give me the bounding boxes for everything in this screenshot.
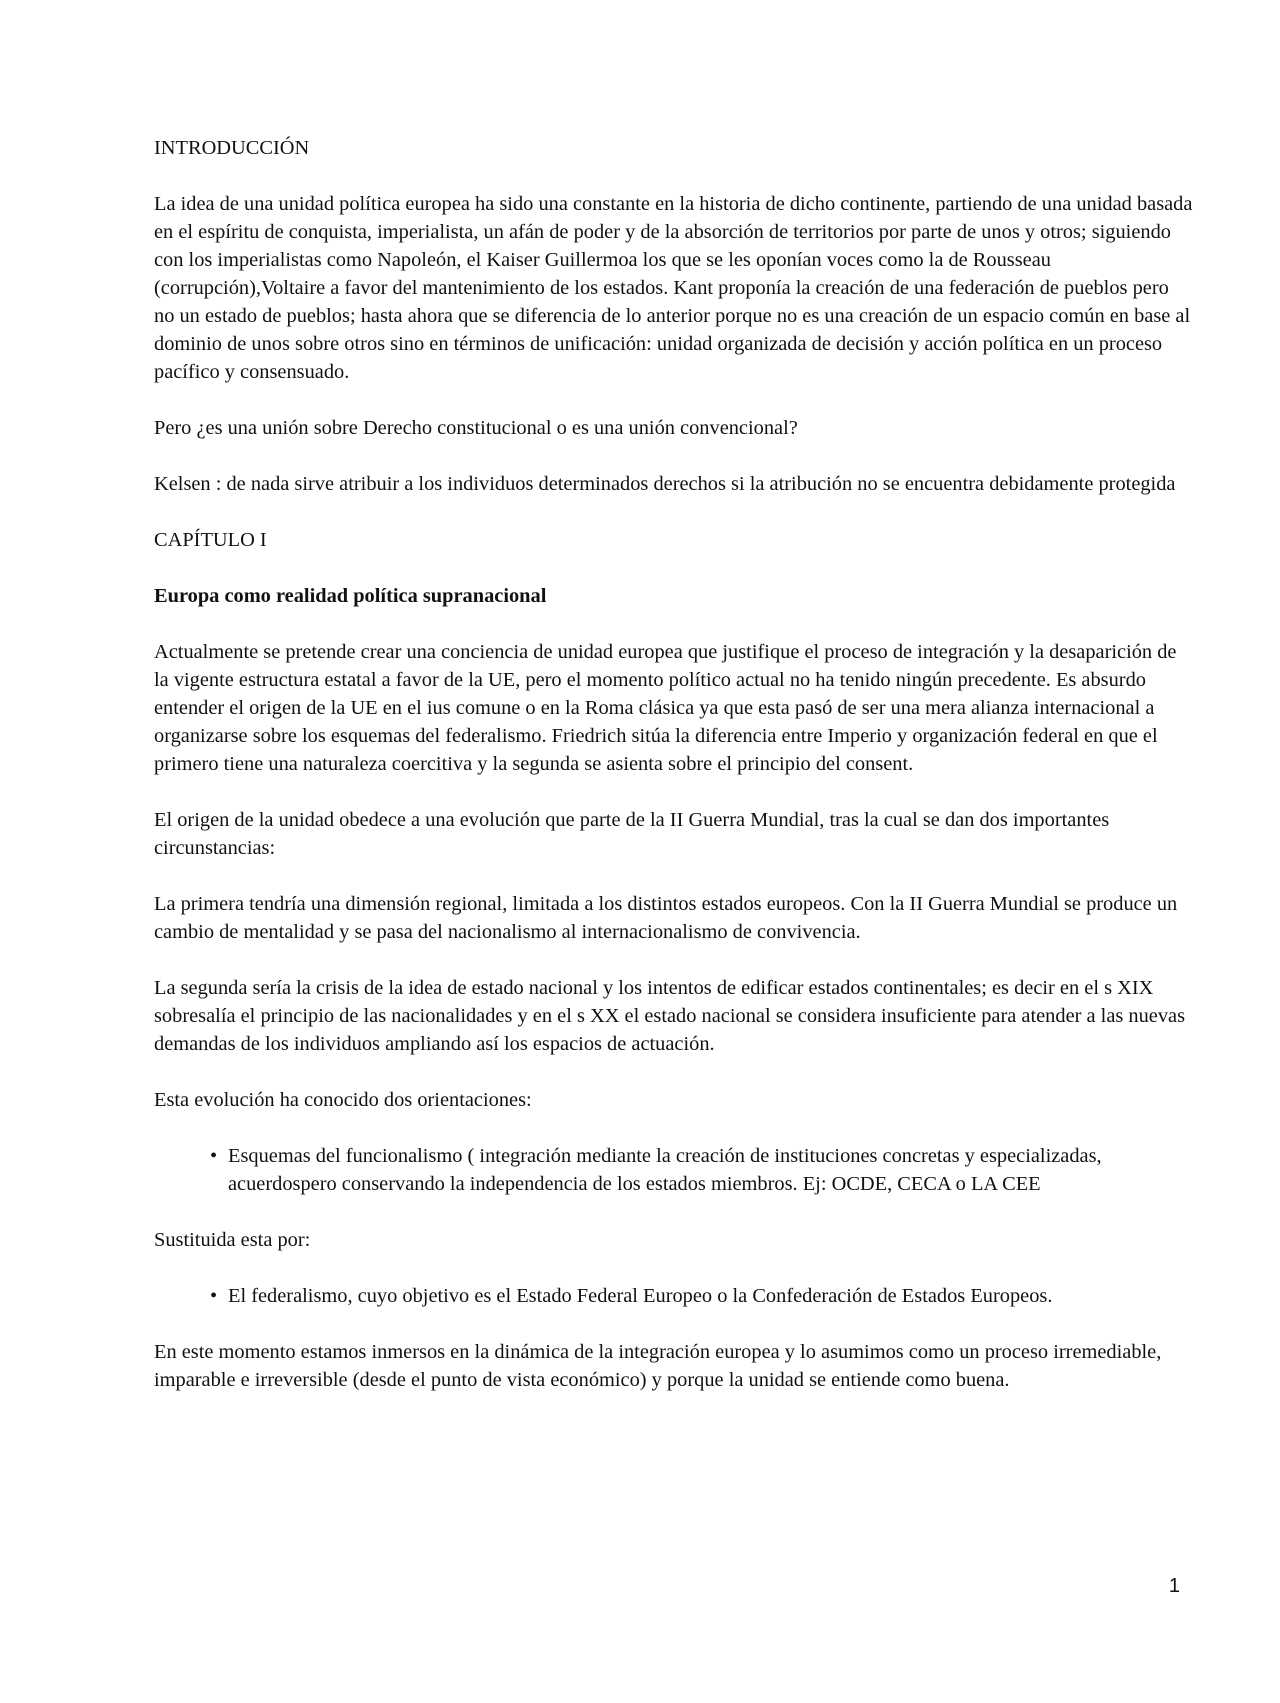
bullet-icon: •	[210, 1285, 218, 1307]
bullet-list-functionalism	[154, 1142, 1194, 1198]
bullet-icon: •	[210, 1145, 218, 1167]
chapter-heading: CAPÍTULO I	[154, 529, 267, 551]
page-number: 1	[1168, 1575, 1180, 1597]
page-content	[154, 134, 1194, 1422]
chapter-paragraph-5: Esta evolución ha conocido dos orientaciones:	[154, 1089, 532, 1111]
bullet-text: El federalismo, cuyo objetivo es el Estado Federal Europeo o la Confederación de Estados Europeos.	[228, 1285, 1053, 1307]
bullet-text: Esquemas del funcionalismo ( integración mediante la creación de instituciones concretas y especializadas, acuerdospero conservando la independencia de los estados miembros. Ej: OCDE, CECA o LA CEE	[228, 1145, 1102, 1195]
list-item	[210, 1142, 1194, 1198]
transition-text: Sustituida esta por:	[154, 1229, 311, 1251]
intro-paragraph-1: La idea de una unidad política europea ha sido una constante en la historia de dicho continente, partiendo de una unidad basada en el espíritu de conquista, imperialista, un afán de poder y de la absorción de territorios por parte de unos y otros; siguiendo con los imperialistas como Napoleón, el Kaiser Guillermoa los que se les oponían voces como la de Rousseau (corrupción),Voltaire a favor del mantenimiento de los estados. Kant proponía la creación de una federación de pueblos pero no un estado de pueblos; hasta ahora que se diferencia de lo anterior porque no es una creación de un espacio común en base al dominio de unos sobre otros sino en términos de unificación: unidad organizada de decisión y acción política en un proceso pacífico y consensuado.	[154, 193, 1193, 383]
chapter-paragraph-1: Actualmente se pretende crear una conciencia de unidad europea que justifique el proceso de integración y la desaparición de la vigente estructura estatal a favor de la UE, pero el momento político actual no ha tenido ningún precedente. Es absurdo entender el origen de la UE en el ius comune o en la Roma clásica ya que esta pasó de ser una mera alianza internacional a organizarse sobre los esquemas del federalismo. Friedrich sitúa la diferencia entre Imperio y organización federal en que el primero tiene una naturaleza coercitiva y la segunda se asienta sobre el principio del consent.	[154, 641, 1177, 775]
chapter-subheading: Europa como realidad política supranacional	[154, 585, 547, 607]
kelsen-quote: Kelsen : de nada sirve atribuir a los individuos determinados derechos si la atribución no se encuentra debidamente protegida	[154, 473, 1176, 495]
chapter-paragraph-4: La segunda sería la crisis de la idea de estado nacional y los intentos de edificar estados continentales; es decir en el s XIX sobresalía el principio de las nacionalidades y en el s XX el estado nacional se considera insuficiente para atender a las nuevas demandas de los individuos ampliando así los espacios de actuación.	[154, 977, 1186, 1055]
chapter-paragraph-3: La primera tendría una dimensión regional, limitada a los distintos estados europeos. Con la II Guerra Mundial se produce un cambio de mentalidad y se pasa del nacionalismo al internacionalismo de convivencia.	[154, 893, 1178, 943]
closing-paragraph: En este momento estamos inmersos en la dinámica de la integración europea y lo asumimos como un proceso irremediable, imparable e irreversible (desde el punto de vista económico) y porque la unidad se entiende como buena.	[154, 1341, 1162, 1391]
intro-question: Pero ¿es una unión sobre Derecho constitucional o es una unión convencional?	[154, 417, 798, 439]
intro-heading: INTRODUCCIÓN	[154, 137, 310, 159]
chapter-paragraph-2: El origen de la unidad obedece a una evolución que parte de la II Guerra Mundial, tras la cual se dan dos importantes circunstancias:	[154, 809, 1110, 859]
bullet-list-federalism	[154, 1282, 1194, 1310]
list-item	[210, 1282, 1194, 1310]
